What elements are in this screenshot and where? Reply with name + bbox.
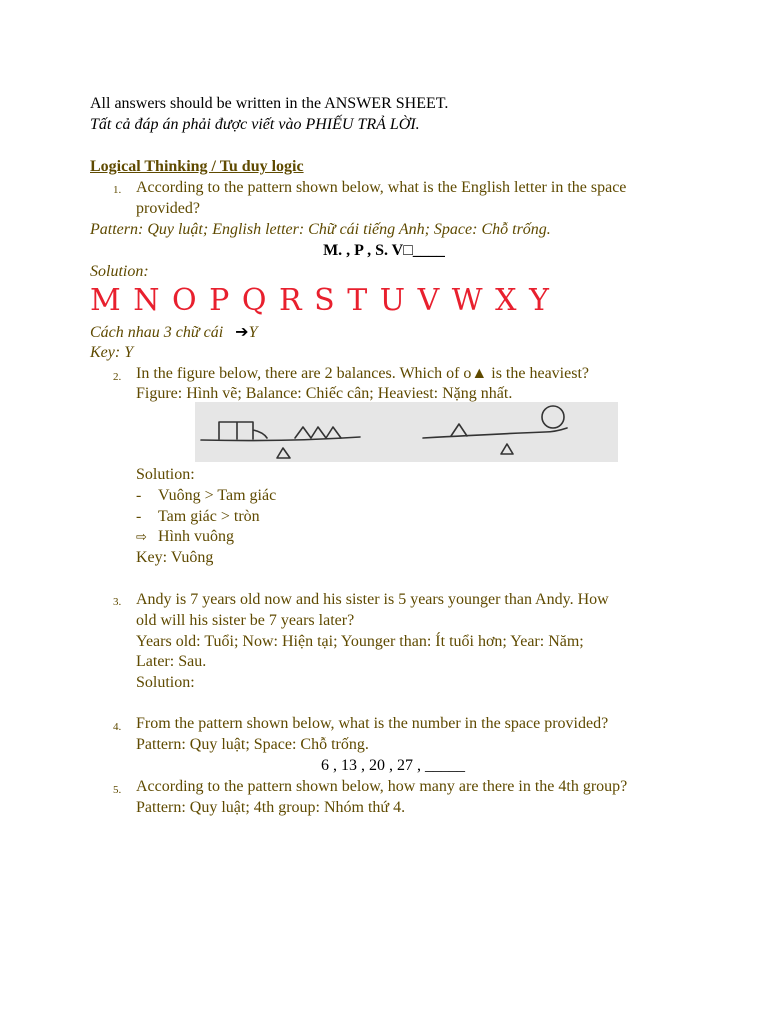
intro-english: All answers should be written in the ANSWER SHEET.: [90, 95, 449, 112]
q4-glossary: Pattern: Quy luật; Space: Chỗ trống.: [136, 736, 369, 753]
q2-conclusion: [136, 527, 698, 549]
q2-step-1: [136, 486, 698, 507]
q2-conclusion-text: Hình vuông: [158, 528, 234, 545]
balance-2-circle: [542, 406, 564, 428]
q4-number: 4.: [113, 721, 122, 733]
q1-text-b: provided?: [136, 200, 200, 217]
dash-bullet: -: [136, 508, 142, 525]
q2-text: In the figure below, there are 2 balances. Which of o▲ is the heaviest?: [136, 365, 589, 382]
q1-note: [90, 322, 708, 344]
balance-1-beam: [201, 437, 360, 441]
q1-glossary: Pattern: Quy luật; English letter: Chữ cái tiếng Anh; Space: Chỗ trống.: [90, 221, 551, 238]
section-title: Logical Thinking / Tu duy logic: [90, 158, 304, 175]
q2-solution-label: Solution:: [136, 466, 195, 483]
q2-step-2-text: Tam giác > tròn: [158, 508, 260, 525]
balance-2-beam: [423, 428, 567, 438]
dash-bullet: -: [136, 487, 142, 504]
arrow-right-icon: ➔: [235, 322, 249, 341]
q4-sequence: 6 , 13 , 20 , 27 , _____: [321, 757, 465, 774]
q2-number: 2.: [113, 371, 122, 383]
q1-letter-sequence: M N O P Q R S T U V W X Y: [90, 283, 551, 318]
balances-drawing: [195, 402, 618, 462]
q5-number: 5.: [113, 784, 122, 796]
q3-text-b: old will his sister be 7 years later?: [136, 612, 355, 629]
q2-step-2: [136, 507, 698, 528]
q1-key: Key: Y: [90, 344, 134, 361]
q3-text-a: Andy is 7 years old now and his sister is 5 years younger than Andy. How: [136, 591, 609, 608]
balance-2-pivot: [501, 444, 513, 454]
q3-glossary-b: Later: Sau.: [136, 653, 207, 670]
q1-number: 1.: [113, 184, 122, 196]
hollow-arrow-icon: ⇨: [136, 530, 147, 545]
intro-vietnamese: Tất cả đáp án phải được viết vào PHIẾU TRẢ LỜI.: [90, 116, 420, 133]
q1-sequence: M. , P , S. V□____: [323, 242, 445, 259]
balances-figure: [195, 402, 618, 462]
q2-glossary: Figure: Hình vẽ; Balance: Chiếc cân; Heaviest: Nặng nhất.: [136, 385, 513, 402]
q1-solution-label: Solution:: [90, 263, 149, 280]
q3-number: 3.: [113, 596, 122, 608]
q4-text: From the pattern shown below, what is the number in the space provided?: [136, 715, 609, 732]
q1-note-answer: Y: [248, 324, 258, 341]
balance-1-squares: [219, 422, 267, 439]
q2-key: Key: Vuông: [136, 549, 214, 566]
q1-note-text: Cách nhau 3 chữ cái: [90, 324, 224, 341]
q5-text: According to the pattern shown below, how many are there in the 4th group?: [136, 778, 628, 795]
q3-solution-label: Solution:: [136, 674, 195, 691]
balance-2-triangle: [451, 424, 467, 436]
q2-step-1-text: Vuông > Tam giác: [158, 487, 277, 504]
q3-glossary-a: Years old: Tuổi; Now: Hiện tại; Younger than: Ít tuổi hơn; Year: Năm;: [136, 633, 584, 650]
q1-text-a: According to the pattern shown below, what is the English letter in the space: [136, 179, 627, 196]
balance-1-pivot: [277, 448, 290, 458]
balance-1-triangles: [295, 427, 341, 438]
q5-glossary: Pattern: Quy luật; 4th group: Nhóm thứ 4.: [136, 799, 406, 816]
